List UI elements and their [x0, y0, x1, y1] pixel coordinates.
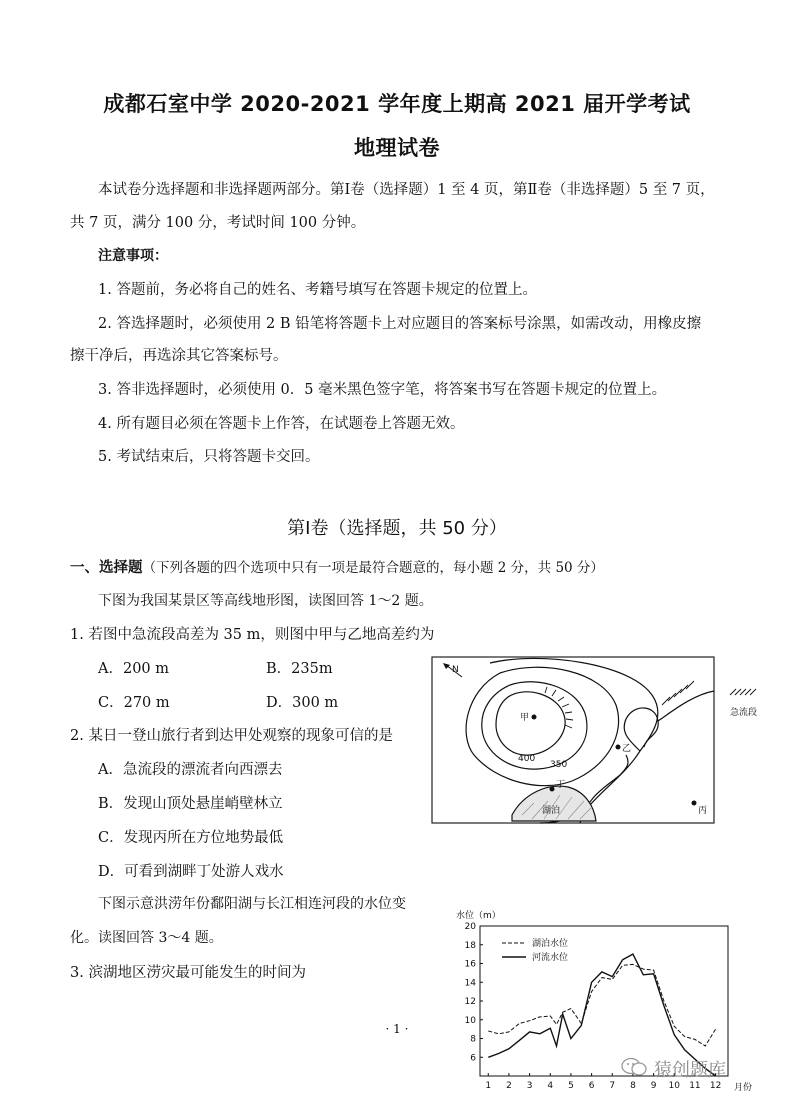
legend-lake-label: 湖泊水位 — [532, 939, 569, 949]
part-desc: （下列各题的四个选项中只有一项是最符合题意的，每小题 2 分，共 50 分） — [142, 560, 604, 576]
x-tick-label: 6 — [588, 1081, 595, 1091]
north-label: N — [452, 665, 459, 675]
lake-label: 湖泊 — [542, 806, 561, 816]
note-item-4: 4. 所有题目必须在答题卡上作答，在试题卷上答题无效。 — [98, 416, 465, 432]
label-ding: 丁 — [556, 780, 566, 790]
y-tick-label: 14 — [464, 978, 476, 989]
x-tick-label: 2 — [506, 1081, 512, 1091]
label-bing: 丙 — [698, 806, 708, 816]
q2-option-d: D．可看到湖畔丁处游人戏水 — [98, 864, 284, 880]
x-tick-label: 8 — [630, 1081, 636, 1091]
contour-label-400: 400 — [518, 754, 536, 764]
y-tick-label: 8 — [470, 1034, 476, 1045]
q1-stem: 1. 若图中急流段高差为 35 m，则图中甲与乙地高差约为 — [70, 627, 435, 643]
point-bing — [692, 801, 697, 806]
group2-intro-line2: 化。读图回答 3～4 题。 — [70, 930, 223, 946]
y-tick-label: 12 — [464, 997, 476, 1007]
intro-line1: 本试卷分选择题和非选择题两部分。第Ⅰ卷（选择题）1 至 4 页，第Ⅱ卷（非选择题）5 至 7 页， — [98, 182, 715, 198]
note-item-2: 2. 答选择题时，必须使用 2 B 铅笔将答题卡上对应题目的答案标号涂黑，如需改动，用橡皮擦 — [98, 316, 702, 332]
contour-label-350: 350 — [550, 760, 568, 770]
watermark-text: 猿创题库 — [654, 1060, 726, 1081]
y-tick-label: 20 — [464, 922, 476, 932]
label-jia: 甲 — [520, 713, 530, 723]
x-tick-label: 4 — [547, 1081, 554, 1091]
intro-line2: 共 7 页，满分 100 分，考试时间 100 分钟。 — [70, 215, 366, 231]
watermark — [620, 1054, 770, 1082]
q2-option-c: C．发现丙所在方位地势最低 — [98, 830, 284, 846]
x-tick-label: 10 — [668, 1081, 680, 1091]
group1-intro: 下图为我国某景区等高线地形图，读图回答 1～2 题。 — [98, 593, 433, 609]
note-item-5: 5. 考试结束后，只将答题卡交回。 — [98, 449, 320, 465]
y-tick-label: 16 — [464, 959, 476, 970]
x-tick-label: 11 — [689, 1081, 701, 1091]
note-item-3: 3. 答非选择题时，必须使用 0．5 毫米黑色签字笔，将答案书写在答题卡规定的位置上。 — [98, 382, 667, 398]
label-yi: 乙 — [622, 744, 632, 754]
note-item-2-cont: 擦干净后，再选涂其它答案标号。 — [70, 348, 288, 364]
notes-heading: 注意事项： — [98, 248, 168, 264]
legend-river-label: 河流水位 — [532, 953, 569, 963]
x-tick-label: 5 — [568, 1081, 574, 1091]
point-jia — [532, 715, 537, 720]
x-tick-label: 1 — [485, 1081, 492, 1091]
legend-rapids-icon — [730, 689, 756, 695]
q1-option-a: A．200 m — [98, 661, 170, 677]
part-label: 一、选择题 — [70, 560, 143, 576]
q3-stem: 3. 滨湖地区涝灾最可能发生的时间为 — [70, 965, 306, 981]
wechat-icon — [620, 1056, 648, 1078]
page-number: · 1 · — [385, 1022, 409, 1036]
part-heading — [70, 556, 604, 577]
x-tick-label: 3 — [526, 1081, 533, 1091]
q1-option-b: B．235m — [266, 661, 333, 677]
section-title: 第Ⅰ卷（选择题，共 50 分） — [287, 518, 507, 539]
q2-option-a: A．急流段的漂流者向西漂去 — [98, 762, 283, 778]
chart-ylabel: 水位（m） — [456, 911, 501, 921]
page-subtitle: 地理试卷 — [354, 136, 440, 160]
contour-map — [430, 655, 794, 827]
x-tick-label: 9 — [650, 1081, 657, 1091]
chart-xlabel: 月份 — [734, 1083, 753, 1093]
y-tick-label: 10 — [464, 1015, 476, 1026]
x-tick-label: 12 — [709, 1081, 722, 1091]
point-ding — [550, 787, 555, 792]
q1-option-d: D．300 m — [266, 695, 339, 711]
y-tick-label: 6 — [470, 1053, 476, 1064]
q2-stem: 2. 某日一登山旅行者到达甲处观察的现象可信的是 — [70, 728, 393, 744]
q1-option-c: C．270 m — [98, 695, 170, 711]
legend-rapids-label: 急流段 — [730, 708, 758, 718]
group2-intro-line1: 下图示意洪涝年份鄱阳湖与长江相连河段的水位变 — [98, 896, 406, 912]
q2-option-b: B．发现山顶处悬崖峭壁林立 — [98, 796, 283, 812]
y-tick-label: 18 — [464, 940, 476, 951]
point-yi — [616, 745, 621, 750]
page-title: 成都石室中学 2020-2021 学年度上期高 2021 届开学考试 — [103, 92, 691, 116]
x-tick-label: 7 — [609, 1081, 616, 1091]
note-item-1: 1. 答题前，务必将自己的姓名、考籍号填写在答题卡规定的位置上。 — [98, 282, 537, 298]
